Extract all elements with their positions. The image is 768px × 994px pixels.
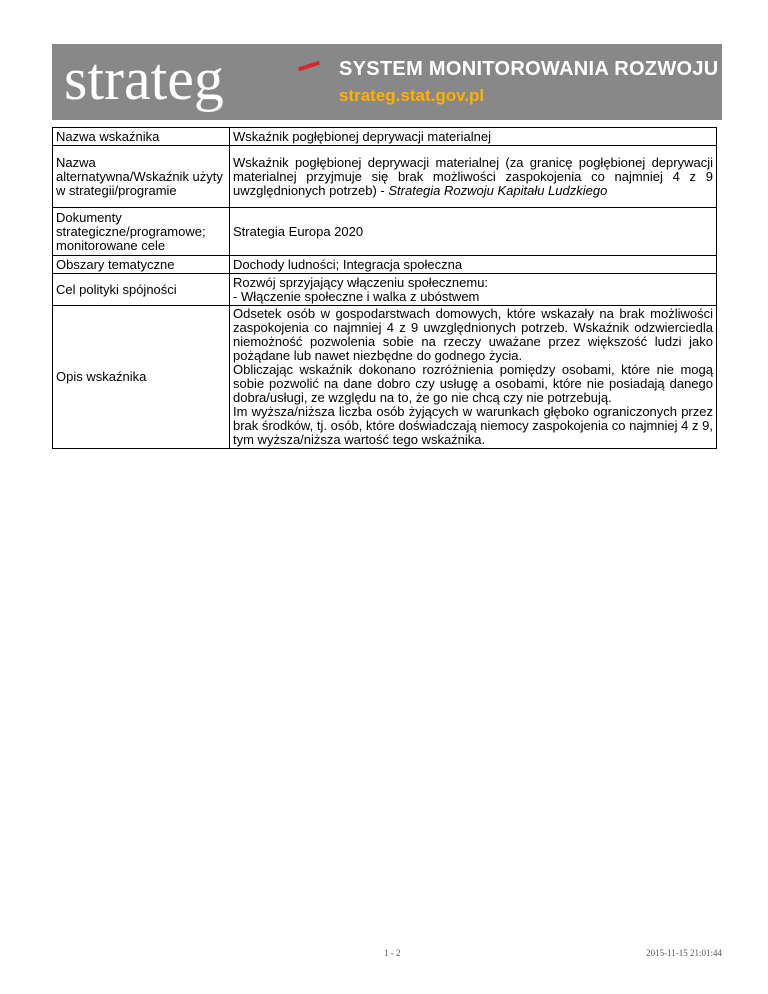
indicator-table <box>52 127 717 449</box>
label-alt-name: Nazwa alternatywna/Wskaźnik użyty w strategii/programie <box>53 146 230 208</box>
logo-accent-mark <box>298 61 320 72</box>
label-description: Opis wskaźnika <box>53 306 230 449</box>
site-url[interactable]: strateg.stat.gov.pl <box>339 86 485 105</box>
cohesion-line-2: - Włączenie społeczne i walka z ubóstwem <box>233 288 480 304</box>
system-title: SYSTEM MONITOROWANIA ROZWOJU <box>339 58 719 80</box>
table-row <box>53 274 717 306</box>
description-paragraph-1: Odsetek osób w gospodarstwach domowych, które wskazały na brak możliwości zaspokojenia co najmniej 4 z 9 uwzględnionych potrzeb. Wskaźnik odzwierciedla niemożność pozwolenia sobie na rzeczy uważane przez większość ludzi jako pożądane lub nawet niezbędne do godnego życia. <box>233 306 713 363</box>
label-areas: Obszary tematyczne <box>53 256 230 274</box>
table-row <box>53 306 717 449</box>
description-paragraph-3: Im wyższa/niższa liczba osób żyjących w warunkach głęboko ograniczonych przez brak środków, tj. osób, które doświadczają niemocy zaspokojenia co najmniej 4 z 9, tym wyższa/niższa wartość tego wskaźnika. <box>233 404 713 447</box>
alt-name-text: Wskaźnik pogłębionej deprywacji materialnej (za granicę pogłębionej deprywacji materialnej przyjmuje się brak możliwości zaspokojenia co najmniej 4 z 9 uwzględnionych potrzeb) - <box>233 154 713 198</box>
alt-name-strategy: Strategia Rozwoju Kapitału Ludzkiego <box>388 182 608 198</box>
table-row <box>53 146 717 208</box>
description-paragraph-2: Obliczając wskaźnik dokonano rozróżnienia pomiędzy osobami, które nie mogą sobie pozwolić na dane dobro czy usługę a osobami, które nie posiadają danego dobra/usługi, ze względu na to, że go nie chcą czy nie potrzebują. <box>233 362 713 405</box>
value-alt-name <box>230 146 717 208</box>
label-indicator-name: Nazwa wskaźnika <box>53 128 230 146</box>
label-cohesion-goal: Cel polityki spójności <box>53 274 230 306</box>
cohesion-line-1: Rozwój sprzyjający włączeniu społecznemu: <box>233 274 489 290</box>
value-areas: Dochody ludności; Integracja społeczna <box>230 256 717 274</box>
value-documents: Strategia Europa 2020 <box>230 208 717 256</box>
value-description <box>230 306 717 449</box>
table-row <box>53 256 717 274</box>
page-number: 1 - 2 <box>384 948 401 958</box>
table-row <box>53 128 717 146</box>
value-cohesion-goal <box>230 274 717 306</box>
strateg-logo: strateg <box>64 46 224 112</box>
generated-timestamp: 2015-11-15 21:01:44 <box>646 948 722 958</box>
label-documents: Dokumenty strategiczne/programowe; monitorowane cele <box>53 208 230 256</box>
value-indicator-name: Wskaźnik pogłębionej deprywacji materialnej <box>230 128 717 146</box>
header-banner <box>52 44 722 120</box>
table-row <box>53 208 717 256</box>
